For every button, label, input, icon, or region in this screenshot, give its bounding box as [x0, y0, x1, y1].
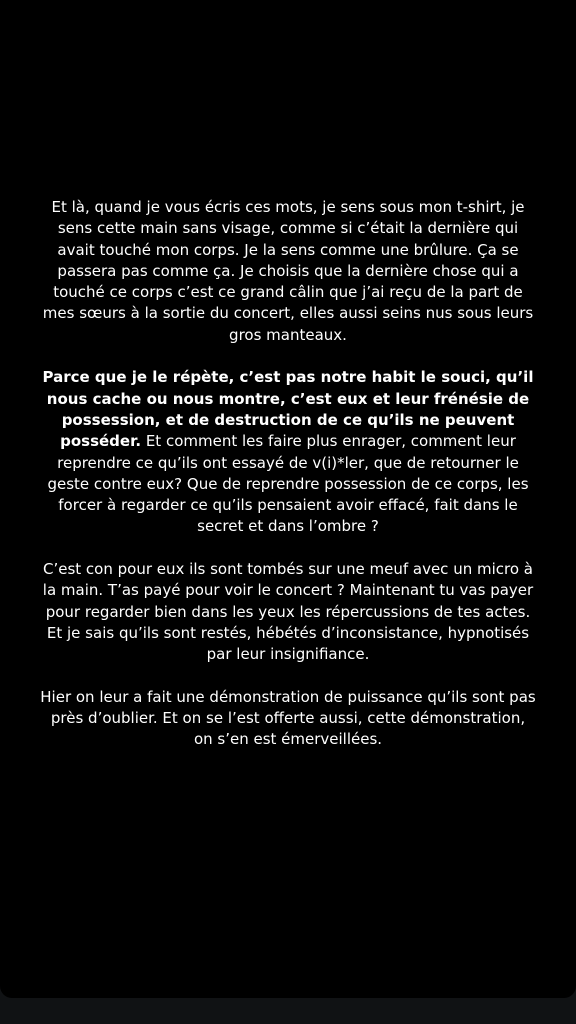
story-text-block — [40, 197, 536, 772]
story-paragraph-2-bold: Parce que je le répète, c’est pas notre habit le souci, qu’il nous cache ou nous montre, c’est eux et leur frénésie de possession, et de destruction de ce qu’ils ne peuvent posséder. — [42, 368, 534, 451]
story-paragraph-3: C’est con pour eux ils sont tombés sur une meuf avec un micro à la main. T’as payé pour voir le concert ? Maintenant tu vas payer pour regarder bien dans les yeux les répercussions de tes actes. Et je sais qu’ils sont restés, hébétés d’inconsistance, hypnotisés par leur insignifiance. — [42, 560, 534, 664]
story-paragraph-2-rest: Et comment les faire plus enrager, comment leur reprendre ce qu’ils ont essayé de v(i)*ler, que de retourner le geste contre eux? Que de reprendre possession de ce corps, les forcer à regarder ce qu’ils pensaient avoir effacé, fait dans le secret et dans l’ombre ? — [47, 432, 529, 536]
bottom-bar — [0, 998, 576, 1024]
story-paragraph-4: Hier on leur a fait une démonstration de puissance qu’ils sont pas près d’oublier. Et on se l’est offerte aussi, cette démonstration, on s’en est émerveillées. — [40, 687, 536, 749]
story-paragraph-2 — [40, 367, 536, 537]
story-paragraph-1: Et là, quand je vous écris ces mots, je sens sous mon t-shirt, je sens cette main sans visage, comme si c’était la dernière qui avait touché mon corps. Je la sens comme une brûlure. Ça se passera pas comme ça. Je choisis que la dernière chose qui a touché ce corps c’est ce grand câlin que j’ai reçu de la part de mes sœurs à la sortie du concert, elles aussi seins nus sous leurs gros manteaux. — [42, 198, 534, 344]
